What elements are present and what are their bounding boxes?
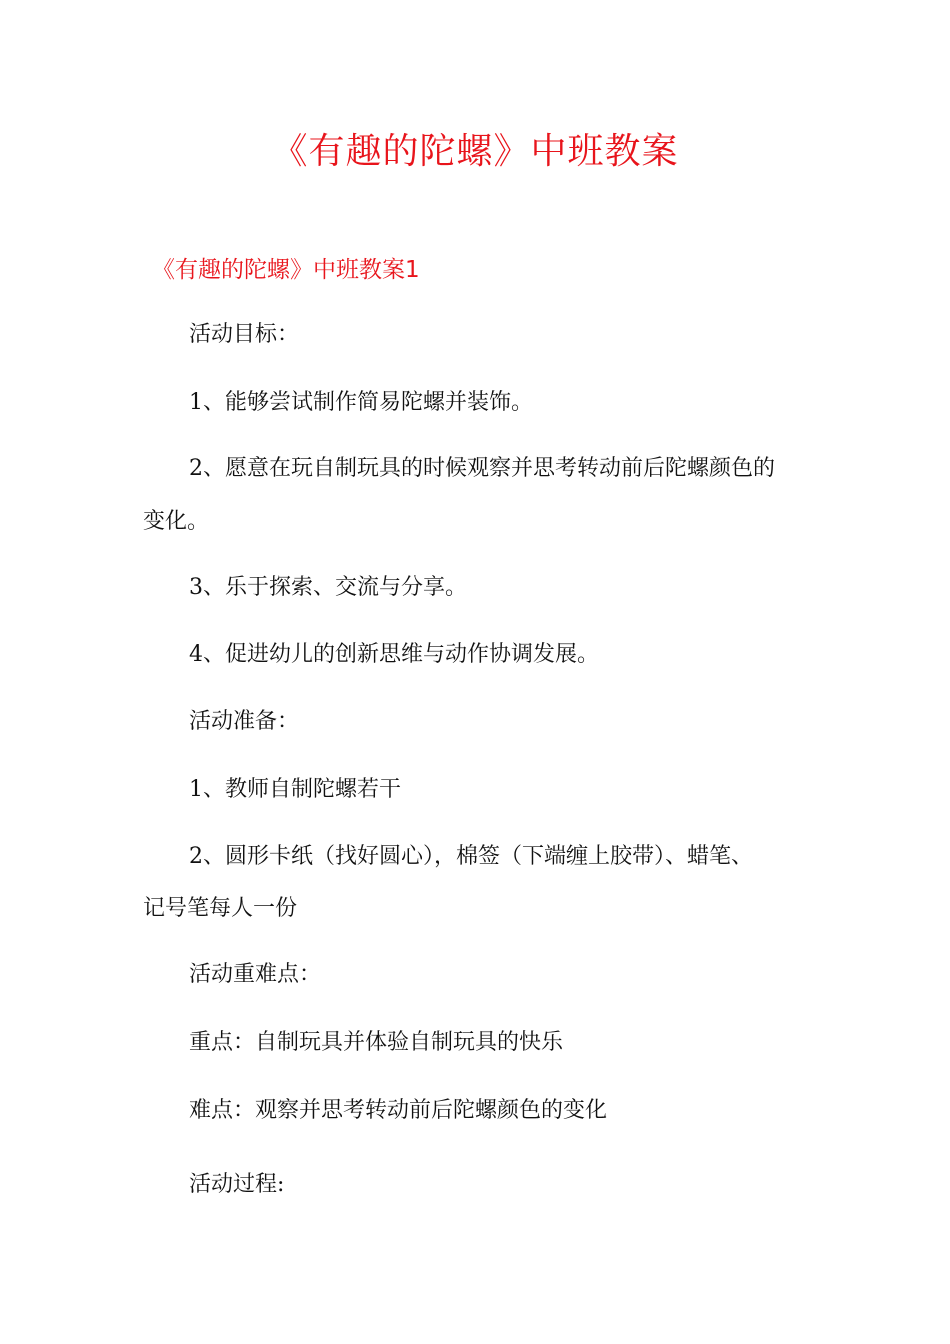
- goal-item-3: 3、乐于探索、交流与分享。: [189, 575, 467, 600]
- goal-item-4: 4、促进幼儿的创新思维与动作协调发展。: [189, 642, 599, 667]
- section-title: 《有趣的陀螺》中班教案1: [152, 257, 420, 283]
- preparation-item-2: 2、圆形卡纸（找好圆心），棉签（下端缠上胶带）、蜡笔、: [189, 844, 753, 869]
- heading-activity-goals: 活动目标：: [189, 322, 300, 347]
- difficult-point: 难点：观察并思考转动前后陀螺颜色的变化: [189, 1098, 608, 1123]
- goal-item-2: 2、愿意在玩自制玩具的时候观察并思考转动前后陀螺颜色的: [189, 456, 775, 481]
- document-title: 《有趣的陀螺》中班教案: [271, 131, 679, 172]
- heading-activity-process: 活动过程:: [189, 1172, 285, 1197]
- goal-item-2-continued: 变化。: [143, 509, 210, 534]
- goal-item-1: 1、能够尝试制作简易陀螺并装饰。: [189, 390, 533, 415]
- preparation-item-1: 1、教师自制陀螺若干: [189, 777, 401, 802]
- heading-key-difficulties: 活动重难点：: [189, 962, 322, 987]
- preparation-item-2-continued: 记号笔每人一份: [143, 896, 298, 921]
- key-point: 重点：自制玩具并体验自制玩具的快乐: [189, 1030, 564, 1055]
- heading-activity-preparation: 活动准备：: [189, 709, 300, 734]
